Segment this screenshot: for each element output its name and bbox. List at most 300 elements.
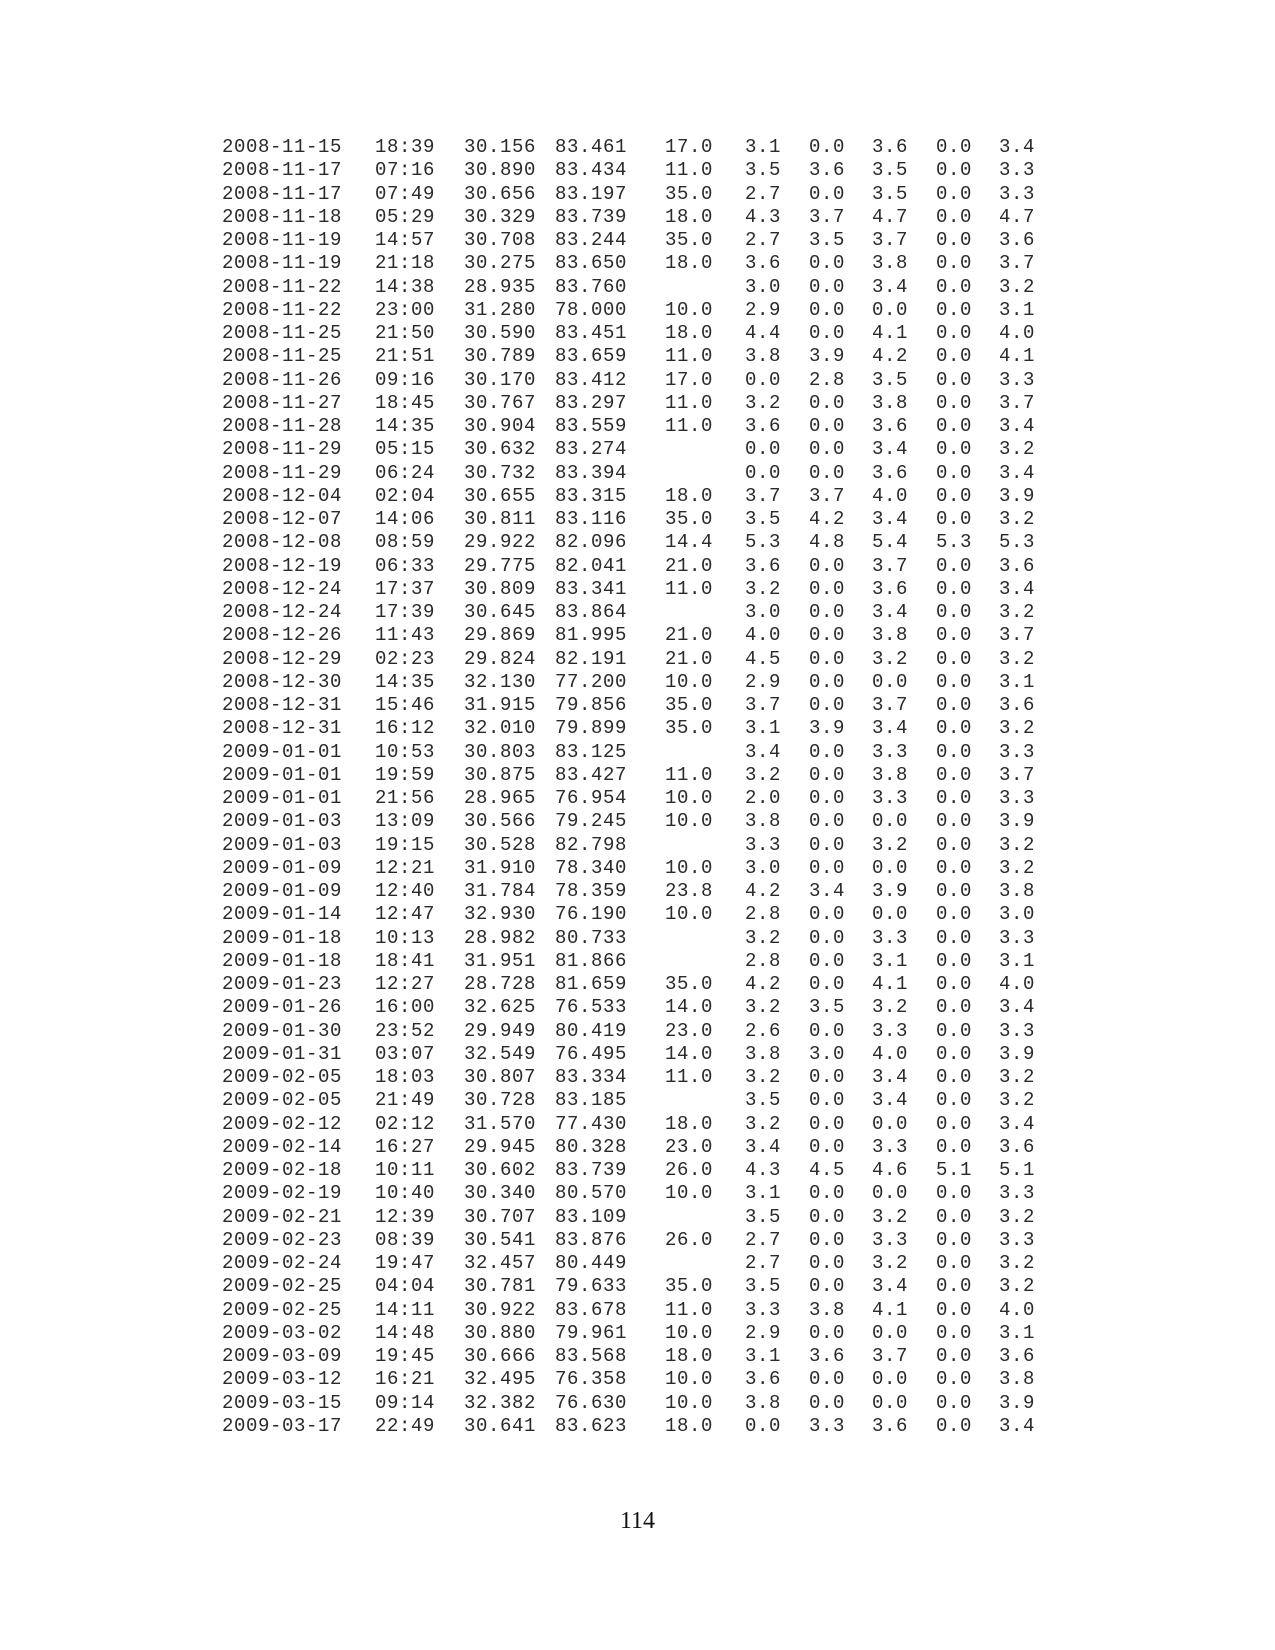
depth-cell: 11.0: [665, 1298, 714, 1321]
value-cell: 3.4: [872, 601, 909, 623]
value-cell: 0.0: [936, 1275, 973, 1298]
latitude-cell: 29.824: [464, 647, 537, 670]
table-row: [0, 158, 1275, 182]
value-cell: 3.6: [999, 1345, 1036, 1367]
value-cell: 0.0: [809, 1112, 846, 1135]
date-cell: 2008-12-29: [222, 647, 343, 670]
latitude-cell: 28.935: [464, 275, 537, 298]
date-cell: 2009-01-01: [222, 763, 343, 786]
longitude-cell: 83.678: [555, 1298, 628, 1321]
value-cell: 5.3: [745, 531, 782, 554]
value-cell: 0.0: [809, 391, 846, 414]
date-cell: 2009-02-12: [222, 1112, 343, 1135]
longitude-cell: 83.739: [555, 205, 628, 228]
time-cell: 16:12: [375, 717, 436, 740]
depth-cell: 26.0: [665, 1159, 714, 1181]
value-cell: 0.0: [809, 461, 846, 484]
value-cell: 3.3: [999, 182, 1036, 205]
value-cell: 0.0: [936, 1205, 973, 1228]
latitude-cell: 30.645: [464, 601, 537, 623]
longitude-cell: 83.559: [555, 415, 628, 437]
date-cell: 2009-03-02: [222, 1321, 343, 1344]
time-cell: 05:29: [375, 205, 436, 228]
value-cell: 4.5: [745, 647, 782, 670]
latitude-cell: 31.570: [464, 1112, 537, 1135]
latitude-cell: 32.495: [464, 1368, 537, 1391]
table-row: [0, 554, 1275, 578]
value-cell: 3.2: [999, 647, 1036, 670]
depth-cell: 18.0: [665, 322, 714, 344]
value-cell: 0.0: [809, 577, 846, 600]
value-cell: 3.3: [999, 787, 1036, 809]
value-cell: 3.1: [745, 1345, 782, 1367]
table-row: [0, 833, 1275, 857]
value-cell: 3.3: [999, 1019, 1036, 1042]
value-cell: 3.2: [999, 508, 1036, 530]
value-cell: 0.0: [936, 1345, 973, 1367]
depth-cell: 18.0: [665, 1345, 714, 1367]
value-cell: 3.4: [999, 1414, 1036, 1437]
time-cell: 16:21: [375, 1368, 436, 1391]
date-cell: 2009-01-03: [222, 810, 343, 833]
date-cell: 2009-02-05: [222, 1089, 343, 1112]
value-cell: 3.4: [809, 880, 846, 902]
table-row: [0, 368, 1275, 392]
depth-cell: 11.0: [665, 391, 714, 414]
depth-cell: 14.0: [665, 1042, 714, 1065]
latitude-cell: 30.632: [464, 438, 537, 461]
table-row: [0, 344, 1275, 368]
table-row: [0, 275, 1275, 299]
depth-cell: 23.8: [665, 880, 714, 902]
latitude-cell: 32.382: [464, 1391, 537, 1414]
value-cell: 0.0: [809, 647, 846, 670]
value-cell: 3.6: [999, 229, 1036, 251]
date-cell: 2009-02-23: [222, 1228, 343, 1251]
value-cell: 0.0: [936, 577, 973, 600]
table-row: [0, 879, 1275, 903]
latitude-cell: 32.010: [464, 717, 537, 740]
longitude-cell: 79.899: [555, 717, 628, 740]
longitude-cell: 83.650: [555, 252, 628, 275]
value-cell: 3.2: [999, 856, 1036, 879]
longitude-cell: 83.461: [555, 136, 628, 158]
depth-cell: 18.0: [665, 1414, 714, 1437]
longitude-cell: 81.866: [555, 949, 628, 972]
time-cell: 21:18: [375, 252, 436, 275]
value-cell: 3.9: [809, 345, 846, 368]
latitude-cell: 30.767: [464, 391, 537, 414]
time-cell: 04:04: [375, 1275, 436, 1298]
table-row: [0, 670, 1275, 694]
longitude-cell: 79.856: [555, 694, 628, 716]
value-cell: 0.0: [809, 1182, 846, 1205]
table-row: [0, 1414, 1275, 1438]
value-cell: 3.2: [999, 833, 1036, 856]
value-cell: 3.1: [872, 949, 909, 972]
value-cell: 2.8: [809, 368, 846, 391]
latitude-cell: 28.728: [464, 973, 537, 995]
time-cell: 14:11: [375, 1298, 436, 1321]
time-cell: 18:39: [375, 136, 436, 158]
date-cell: 2008-11-29: [222, 438, 343, 461]
longitude-cell: 83.412: [555, 368, 628, 391]
date-cell: 2009-01-26: [222, 996, 343, 1019]
value-cell: 3.1: [745, 717, 782, 740]
value-cell: 3.4: [999, 996, 1036, 1019]
depth-cell: 10.0: [665, 1391, 714, 1414]
value-cell: 3.1: [999, 949, 1036, 972]
longitude-cell: 76.630: [555, 1391, 628, 1414]
longitude-cell: 83.760: [555, 275, 628, 298]
latitude-cell: 30.541: [464, 1228, 537, 1251]
date-cell: 2008-11-17: [222, 182, 343, 205]
time-cell: 12:40: [375, 880, 436, 902]
longitude-cell: 82.191: [555, 647, 628, 670]
date-cell: 2009-01-31: [222, 1042, 343, 1065]
value-cell: 4.0: [745, 624, 782, 647]
value-cell: 0.0: [936, 1391, 973, 1414]
value-cell: 0.0: [936, 973, 973, 995]
table-row: [0, 949, 1275, 973]
value-cell: 0.0: [936, 926, 973, 949]
value-cell: 3.8: [809, 1298, 846, 1321]
date-cell: 2009-02-25: [222, 1275, 343, 1298]
value-cell: 3.1: [999, 1321, 1036, 1344]
date-cell: 2008-12-26: [222, 624, 343, 647]
value-cell: 3.6: [809, 1345, 846, 1367]
value-cell: 3.9: [999, 484, 1036, 507]
time-cell: 09:16: [375, 368, 436, 391]
time-cell: 14:35: [375, 670, 436, 693]
value-cell: 3.1: [745, 1182, 782, 1205]
value-cell: 0.0: [936, 1135, 973, 1158]
longitude-cell: 83.341: [555, 577, 628, 600]
time-cell: 23:52: [375, 1019, 436, 1042]
longitude-cell: 83.116: [555, 508, 628, 530]
time-cell: 06:24: [375, 461, 436, 484]
value-cell: 3.5: [745, 1089, 782, 1112]
longitude-cell: 81.659: [555, 973, 628, 995]
value-cell: 3.4: [872, 508, 909, 530]
value-cell: 0.0: [809, 810, 846, 833]
longitude-cell: 80.733: [555, 926, 628, 949]
value-cell: 3.8: [872, 763, 909, 786]
value-cell: 0.0: [936, 345, 973, 368]
value-cell: 3.5: [872, 159, 909, 182]
value-cell: 3.5: [745, 508, 782, 530]
table-row: [0, 205, 1275, 229]
value-cell: 3.7: [999, 252, 1036, 275]
value-cell: 3.2: [745, 1066, 782, 1088]
latitude-cell: 29.775: [464, 554, 537, 577]
value-cell: 3.0: [745, 275, 782, 298]
value-cell: 3.7: [872, 694, 909, 716]
value-cell: 4.1: [872, 1298, 909, 1321]
value-cell: 3.3: [999, 1228, 1036, 1251]
value-cell: 0.0: [872, 856, 909, 879]
date-cell: 2008-12-31: [222, 694, 343, 716]
latitude-cell: 31.910: [464, 856, 537, 879]
time-cell: 21:51: [375, 345, 436, 368]
value-cell: 3.6: [745, 1368, 782, 1391]
depth-cell: 11.0: [665, 159, 714, 182]
value-cell: 3.6: [872, 136, 909, 158]
value-cell: 4.2: [745, 973, 782, 995]
value-cell: 0.0: [872, 298, 909, 321]
latitude-cell: 30.803: [464, 740, 537, 763]
value-cell: 5.1: [936, 1159, 973, 1181]
page-number: 114: [619, 1508, 656, 1534]
value-cell: 0.0: [809, 1135, 846, 1158]
date-cell: 2009-01-03: [222, 833, 343, 856]
time-cell: 06:33: [375, 554, 436, 577]
date-cell: 2009-02-25: [222, 1298, 343, 1321]
value-cell: 3.6: [745, 415, 782, 437]
date-cell: 2008-11-28: [222, 415, 343, 437]
table-row: [0, 995, 1275, 1019]
value-cell: 3.4: [872, 1066, 909, 1088]
table-row: [0, 786, 1275, 810]
value-cell: 0.0: [936, 763, 973, 786]
table-row: [0, 484, 1275, 508]
value-cell: 0.0: [809, 1391, 846, 1414]
value-cell: 3.9: [999, 1391, 1036, 1414]
latitude-cell: 30.904: [464, 415, 537, 437]
value-cell: 0.0: [936, 1182, 973, 1205]
latitude-cell: 32.457: [464, 1252, 537, 1274]
value-cell: 3.4: [999, 415, 1036, 437]
value-cell: 0.0: [936, 415, 973, 437]
latitude-cell: 30.890: [464, 159, 537, 182]
value-cell: 4.5: [809, 1159, 846, 1181]
table-row: [0, 414, 1275, 438]
longitude-cell: 80.570: [555, 1182, 628, 1205]
latitude-cell: 30.602: [464, 1159, 537, 1181]
time-cell: 21:56: [375, 787, 436, 809]
table-row: [0, 1135, 1275, 1159]
latitude-cell: 29.869: [464, 624, 537, 647]
value-cell: 0.0: [936, 368, 973, 391]
longitude-cell: 82.798: [555, 833, 628, 856]
table-row: [0, 437, 1275, 461]
time-cell: 17:39: [375, 601, 436, 623]
time-cell: 21:50: [375, 322, 436, 344]
value-cell: 4.0: [999, 322, 1036, 344]
value-cell: 3.4: [745, 740, 782, 763]
depth-cell: 26.0: [665, 1228, 714, 1251]
table-row: [0, 182, 1275, 206]
value-cell: 0.0: [809, 787, 846, 809]
table-row: [0, 1274, 1275, 1298]
depth-cell: 18.0: [665, 1112, 714, 1135]
longitude-cell: 83.451: [555, 322, 628, 344]
date-cell: 2009-02-18: [222, 1159, 343, 1181]
value-cell: 0.0: [936, 810, 973, 833]
value-cell: 3.2: [745, 763, 782, 786]
longitude-cell: 78.340: [555, 856, 628, 879]
value-cell: 2.7: [745, 229, 782, 251]
value-cell: 0.0: [809, 1368, 846, 1391]
latitude-cell: 30.809: [464, 577, 537, 600]
longitude-cell: 77.430: [555, 1112, 628, 1135]
date-cell: 2008-12-24: [222, 577, 343, 600]
table-row: [0, 1065, 1275, 1089]
value-cell: 3.4: [872, 438, 909, 461]
value-cell: 3.6: [745, 554, 782, 577]
value-cell: 3.3: [872, 740, 909, 763]
latitude-cell: 30.528: [464, 833, 537, 856]
date-cell: 2009-01-23: [222, 973, 343, 995]
value-cell: 3.3: [745, 1298, 782, 1321]
latitude-cell: 31.280: [464, 298, 537, 321]
value-cell: 3.2: [745, 577, 782, 600]
depth-cell: 11.0: [665, 763, 714, 786]
value-cell: 0.0: [936, 1228, 973, 1251]
value-cell: 0.0: [809, 740, 846, 763]
value-cell: 3.3: [745, 833, 782, 856]
value-cell: 0.0: [936, 136, 973, 158]
time-cell: 14:38: [375, 275, 436, 298]
latitude-cell: 30.156: [464, 136, 537, 158]
value-cell: 2.7: [745, 1252, 782, 1274]
value-cell: 0.0: [936, 182, 973, 205]
value-cell: 4.7: [872, 205, 909, 228]
latitude-cell: 31.915: [464, 694, 537, 716]
longitude-cell: 82.041: [555, 554, 628, 577]
depth-cell: 35.0: [665, 508, 714, 530]
time-cell: 18:45: [375, 391, 436, 414]
depth-cell: 35.0: [665, 717, 714, 740]
value-cell: 3.8: [745, 1391, 782, 1414]
value-cell: 3.8: [745, 1042, 782, 1065]
date-cell: 2009-01-01: [222, 787, 343, 809]
latitude-cell: 29.949: [464, 1019, 537, 1042]
value-cell: 0.0: [936, 1066, 973, 1088]
value-cell: 3.8: [872, 624, 909, 647]
longitude-cell: 78.359: [555, 880, 628, 902]
date-cell: 2008-11-19: [222, 252, 343, 275]
table-row: [0, 1205, 1275, 1229]
table-row: [0, 1367, 1275, 1391]
longitude-cell: 83.109: [555, 1205, 628, 1228]
longitude-cell: 83.274: [555, 438, 628, 461]
latitude-cell: 30.875: [464, 763, 537, 786]
value-cell: 3.3: [872, 1135, 909, 1158]
longitude-cell: 83.427: [555, 763, 628, 786]
time-cell: 21:49: [375, 1089, 436, 1112]
depth-cell: 11.0: [665, 1066, 714, 1088]
depth-cell: 18.0: [665, 205, 714, 228]
time-cell: 19:15: [375, 833, 436, 856]
time-cell: 16:27: [375, 1135, 436, 1158]
value-cell: 0.0: [809, 856, 846, 879]
depth-cell: 10.0: [665, 1321, 714, 1344]
value-cell: 3.7: [809, 205, 846, 228]
value-cell: 3.3: [872, 787, 909, 809]
depth-cell: 35.0: [665, 229, 714, 251]
time-cell: 07:49: [375, 182, 436, 205]
longitude-cell: 83.197: [555, 182, 628, 205]
value-cell: 0.0: [809, 1275, 846, 1298]
latitude-cell: 30.590: [464, 322, 537, 344]
date-cell: 2009-01-14: [222, 903, 343, 926]
table-row: [0, 251, 1275, 275]
time-cell: 15:46: [375, 694, 436, 716]
longitude-cell: 77.200: [555, 670, 628, 693]
value-cell: 4.8: [809, 531, 846, 554]
depth-cell: 35.0: [665, 1275, 714, 1298]
latitude-cell: 30.880: [464, 1321, 537, 1344]
value-cell: 0.0: [936, 554, 973, 577]
table-row: [0, 577, 1275, 601]
longitude-cell: 83.659: [555, 345, 628, 368]
longitude-cell: 76.358: [555, 1368, 628, 1391]
value-cell: 0.0: [872, 670, 909, 693]
value-cell: 4.0: [999, 973, 1036, 995]
value-cell: 0.0: [936, 647, 973, 670]
date-cell: 2009-01-09: [222, 880, 343, 902]
value-cell: 3.8: [745, 345, 782, 368]
value-cell: 0.0: [936, 601, 973, 623]
value-cell: 3.7: [872, 229, 909, 251]
value-cell: 4.3: [745, 1159, 782, 1181]
time-cell: 16:00: [375, 996, 436, 1019]
value-cell: 3.2: [999, 275, 1036, 298]
value-cell: 3.2: [872, 647, 909, 670]
value-cell: 0.0: [809, 275, 846, 298]
latitude-cell: 30.656: [464, 182, 537, 205]
value-cell: 5.3: [936, 531, 973, 554]
value-cell: 0.0: [936, 740, 973, 763]
table-row: [0, 716, 1275, 740]
value-cell: 3.5: [872, 182, 909, 205]
latitude-cell: 30.811: [464, 508, 537, 530]
value-cell: 3.7: [872, 554, 909, 577]
value-cell: 3.2: [999, 1089, 1036, 1112]
value-cell: 3.7: [809, 484, 846, 507]
value-cell: 3.3: [872, 1019, 909, 1042]
time-cell: 19:47: [375, 1252, 436, 1274]
value-cell: 0.0: [872, 810, 909, 833]
date-cell: 2009-02-19: [222, 1182, 343, 1205]
latitude-cell: 32.130: [464, 670, 537, 693]
value-cell: 3.9: [999, 810, 1036, 833]
value-cell: 0.0: [809, 903, 846, 926]
value-cell: 0.0: [809, 182, 846, 205]
date-cell: 2009-02-05: [222, 1066, 343, 1088]
time-cell: 12:47: [375, 903, 436, 926]
value-cell: 0.0: [936, 298, 973, 321]
time-cell: 08:39: [375, 1228, 436, 1251]
value-cell: 0.0: [809, 1089, 846, 1112]
value-cell: 3.2: [999, 1252, 1036, 1274]
value-cell: 0.0: [936, 694, 973, 716]
depth-cell: 11.0: [665, 577, 714, 600]
value-cell: 3.3: [999, 159, 1036, 182]
date-cell: 2008-11-18: [222, 205, 343, 228]
longitude-cell: 83.864: [555, 601, 628, 623]
table-row: [0, 1088, 1275, 1112]
value-cell: 0.0: [809, 926, 846, 949]
value-cell: 0.0: [936, 1042, 973, 1065]
time-cell: 18:03: [375, 1066, 436, 1088]
value-cell: 3.9: [809, 717, 846, 740]
value-cell: 0.0: [936, 1112, 973, 1135]
value-cell: 0.0: [936, 322, 973, 344]
value-cell: 3.3: [872, 926, 909, 949]
value-cell: 3.0: [745, 856, 782, 879]
